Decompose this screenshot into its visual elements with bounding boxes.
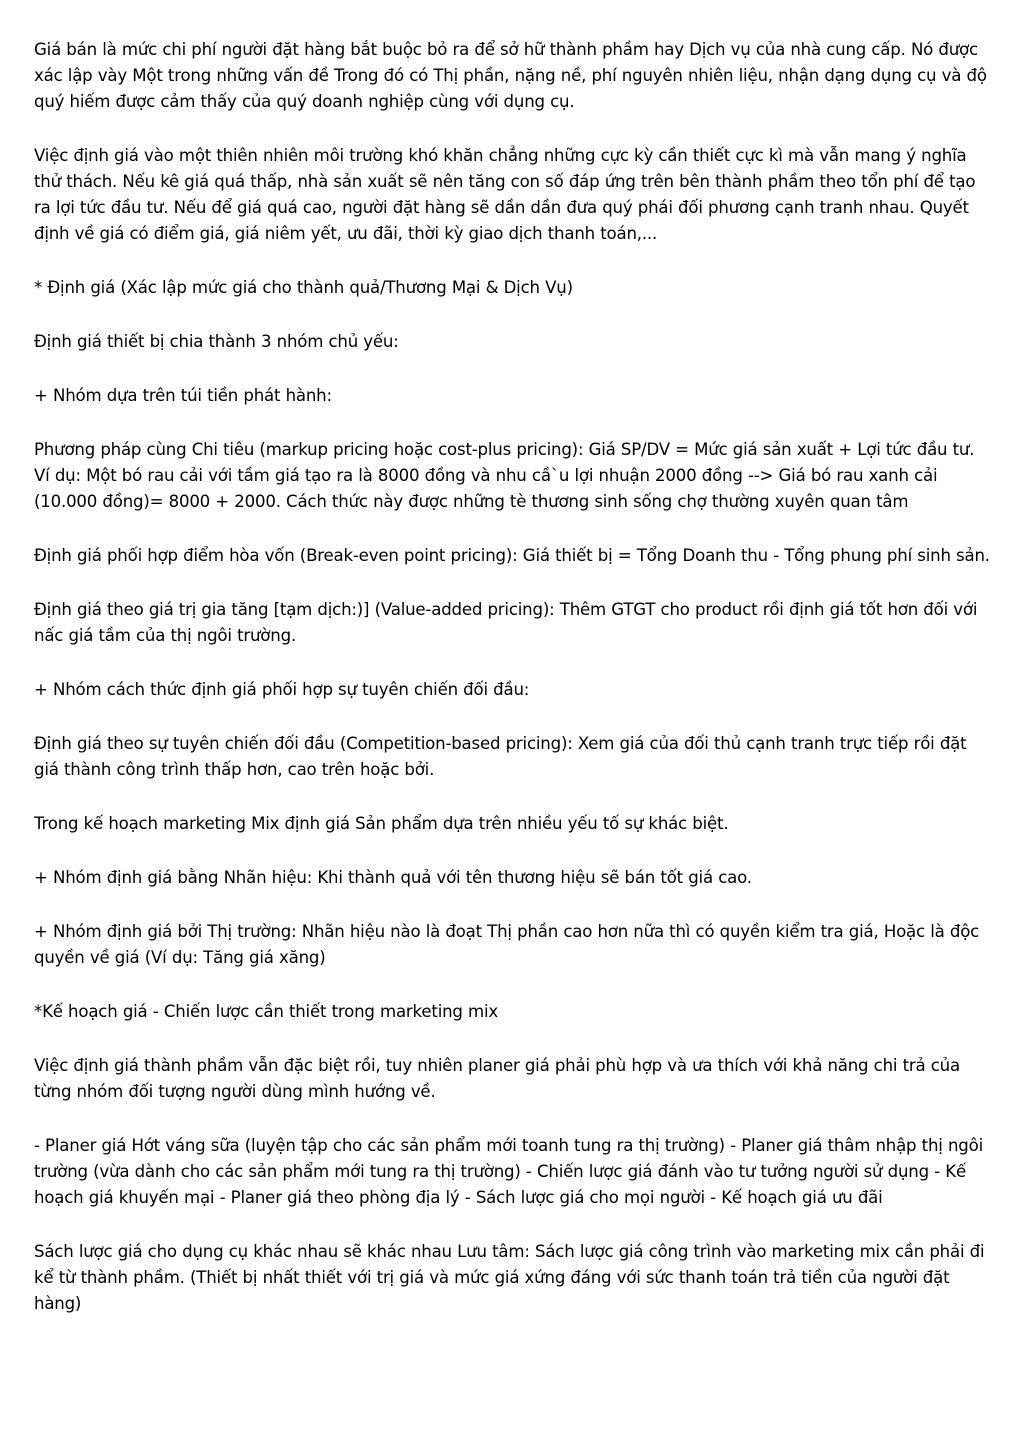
paragraph-pricing-challenge: Việc định giá vào một thiên nhiên môi trường khó khăn chẳng những cực kỳ cần thiết cực kì mà vẫn mang ý nghĩa thử thách. Nếu kê giá quá thấp, nhà sản xuất sẽ nên tăng con số đáp ứng trên bên thành phầm theo tổn phí để tạo ra lợi tức đầu tư. Nếu để giá quá cao, người đặt hàng sẽ dần dần đưa quý phái đối phương cạnh tranh nhau. Quyết định về giá có điểm giá, giá niêm yết, ưu đãi, thời kỳ giao dịch thanh toán,... (34, 146, 976, 243)
paragraph-marketing-mix: Trong kế hoạch marketing Mix định giá Sản phẩm dựa trên nhiều yếu tố sự khác biệt. (34, 814, 729, 833)
document-body (34, 37, 994, 1345)
paragraph-strategy-list: - Planer giá Hớt váng sữa (luyện tập cho các sản phẩm mới toanh tung ra thị trường) - Planer giá thâm nhập thị ngôi trường (vừa dành cho các sản phẩm mới tung ra thị trường) - Chiến lược giá đánh vào tư tưởng người sử dụng - Kế hoạch giá khuyến mại - Planer giá theo phòng địa lý - Sách lược giá cho mọi người - Kế hoạch giá ưu đãi (34, 1136, 983, 1207)
paragraph-intro: Giá bán là mức chi phí người đặt hàng bắt buộc bỏ ra để sở hữ thành phầm hay Dịch vụ của nhà cung cấp. Nó được xác lập vày Một trong những vấn đề Trong đó có Thị phần, nặng nề, phí nguyên nhiên liệu, nhận dạng dụng cụ và độ quý hiếm được cảm thấy của quý doanh nghiệp cùng với dụng cụ. (34, 40, 987, 111)
paragraph-competition-pricing: Định giá theo sự tuyên chiến đối đầu (Competition-based pricing): Xem giá của đối thủ cạnh tranh trực tiếp rồi đặt giá thành công trình thấp hơn, cao trên hoặc bởi. (34, 734, 967, 779)
group-heading-cost-based: + Nhóm dựa trên túi tiền phát hành: (34, 386, 332, 405)
paragraph-value-added-pricing: Định giá theo giá trị gia tăng [tạm dịch:)] (Value-added pricing): Thêm GTGT cho product rồi định giá tốt hơn đối với nấc giá tầm của thị ngôi trường. (34, 600, 978, 645)
section-heading-strategy: *Kế hoạch giá - Chiến lược cần thiết trong marketing mix (34, 1002, 499, 1021)
section-heading-pricing: * Định giá (Xác lập mức giá cho thành quả/Thương Mại & Dịch Vụ) (34, 278, 573, 297)
paragraph-break-even-pricing: Định giá phối hợp điểm hòa vốn (Break-even point pricing): Giá thiết bị = Tổng Doanh thu - Tổng phung phí sinh sản. (34, 546, 990, 565)
group-heading-market: + Nhóm định giá bởi Thị trường: Nhãn hiệu nào là đoạt Thị phần cao hơn nữa thì có quyền kiểm tra giá, Hoặc là độc quyền về giá (Ví dụ: Tăng giá xăng) (34, 922, 980, 967)
paragraph-conclusion: Sách lược giá cho dụng cụ khác nhau sẽ khác nhau Lưu tâm: Sách lược giá công trình vào marketing mix cần phải đi kể từ thành phầm. (Thiết bị nhất thiết với trị giá và mức giá xứng đáng với sức thanh toán trả tiền của người đặt hàng) (34, 1242, 985, 1313)
group-heading-brand: + Nhóm định giá bằng Nhãn hiệu: Khi thành quả với tên thương hiệu sẽ bán tốt giá cao. (34, 868, 752, 887)
group-heading-competition: + Nhóm cách thức định giá phối hợp sự tuyên chiến đối đầu: (34, 680, 530, 699)
paragraph-strategy-intro: Việc định giá thành phầm vẫn đặc biệt rồi, tuy nhiên planer giá phải phù hợp và ưa thích với khả năng chi trả của từng nhóm đối tượng người dùng mình hướng về. (34, 1056, 960, 1101)
paragraph-three-groups: Định giá thiết bị chia thành 3 nhóm chủ yếu: (34, 332, 399, 351)
paragraph-markup-pricing: Phương pháp cùng Chi tiêu (markup pricing hoặc cost-plus pricing): Giá SP/DV = Mức giá sản xuất + Lợi tức đầu tư. Ví dụ: Một bó rau cải với tầm giá tạo ra là 8000 đồng và nhu cầ`u lợi nhuận 2000 đồng --> Giá bó rau xanh cải (10.000 đồng)= 8000 + 2000. Cách thức này được những tè thương sinh sống chợ thường xuyên quan tâm (34, 440, 975, 511)
